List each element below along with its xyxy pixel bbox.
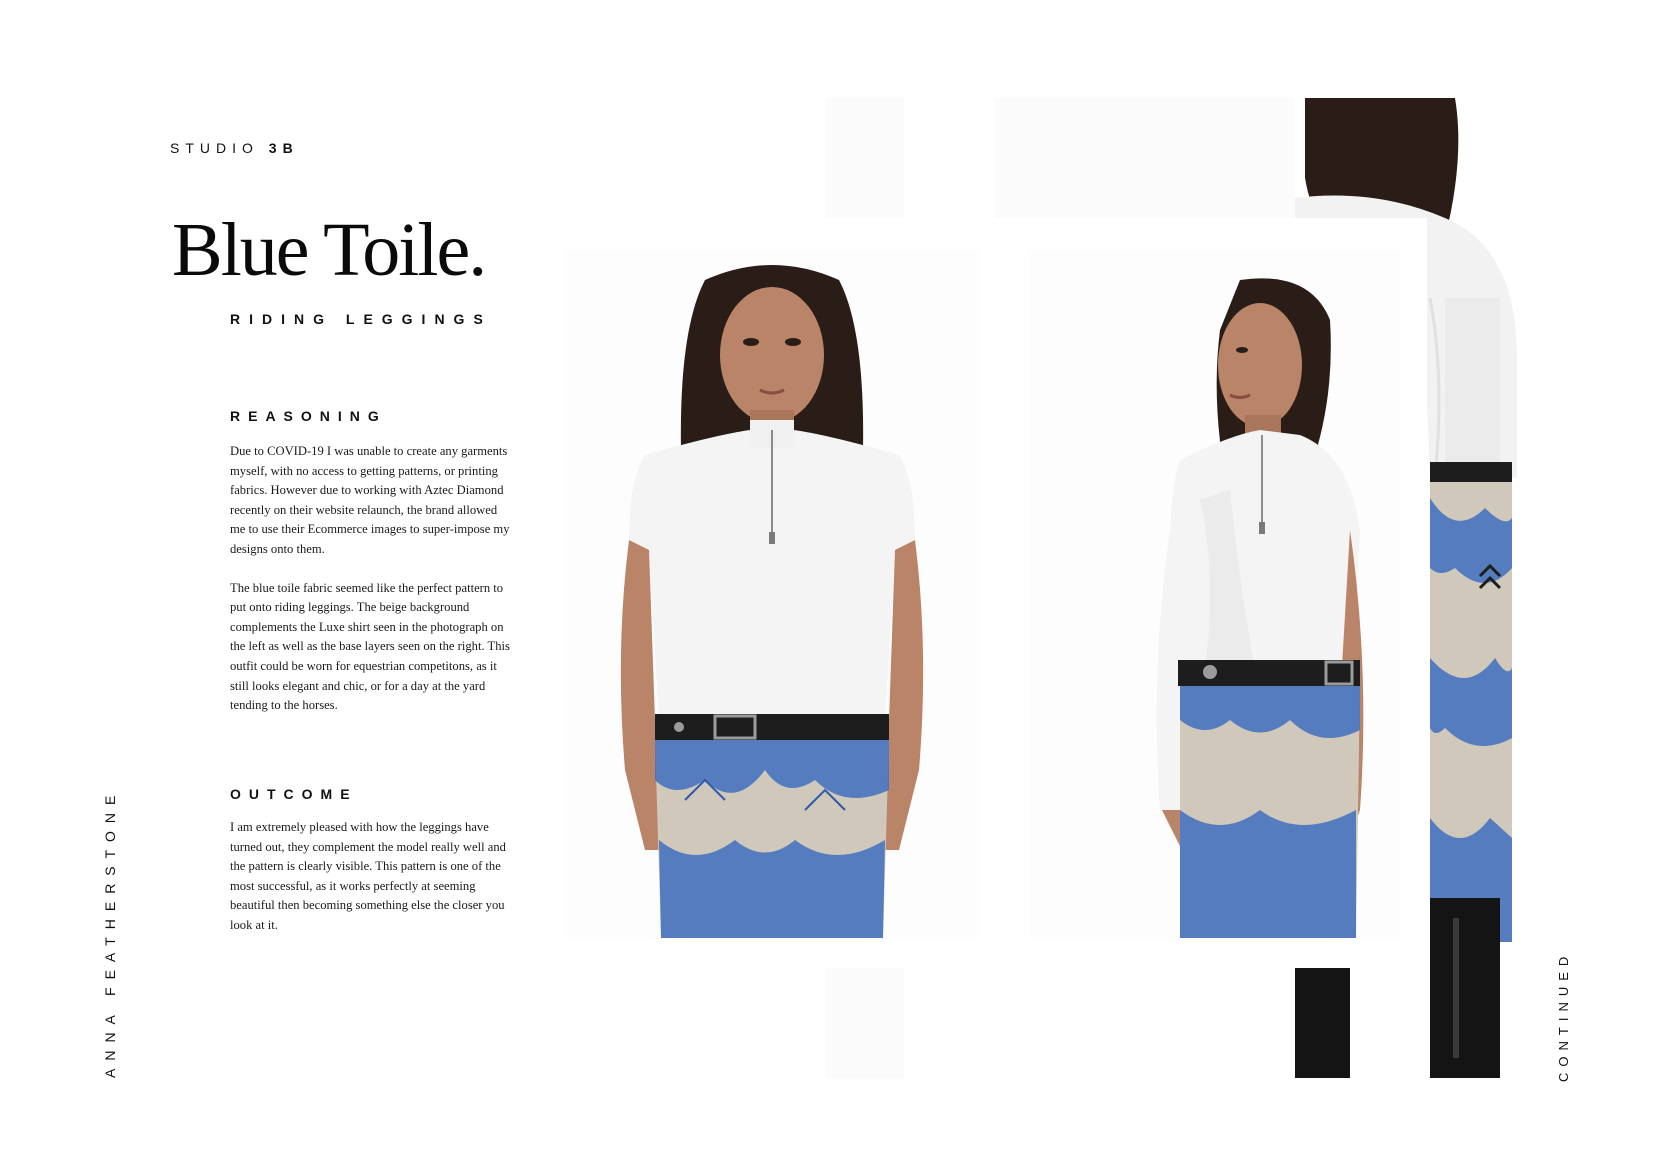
continued-label: CONTINUED — [1556, 950, 1571, 1082]
outcome-body — [230, 818, 510, 955]
background-panel-bottom-left — [826, 968, 904, 1078]
reasoning-paragraph-2: The blue toile fabric seemed like the perfect pattern to put onto riding leggings. The beige background complements the Luxe shirt seen in the photograph on the left as well as the base layers seen on the right. This outfit could be worn for equestrian competitons, as it still looks elegant and chic, or for a day at the yard tending to the horses. — [230, 580, 510, 713]
photo-model-side — [1030, 250, 1400, 938]
studio-prefix: STUDIO — [170, 140, 269, 156]
outcome-heading: OUTCOME — [230, 786, 358, 802]
page-title: Blue Toile. — [172, 208, 486, 292]
reasoning-body — [230, 442, 510, 735]
author-name: ANNA FEATHERSTONE — [102, 787, 118, 1078]
studio-label — [170, 140, 299, 156]
page-subtitle: RIDING LEGGINGS — [230, 311, 492, 327]
reasoning-paragraph-1: Due to COVID-19 I was unable to create any garments myself, with no access to getting patterns, or printing fabrics. However due to working with Aztec Diamond recently on their website relaunch, the brand allowed me to use their Ecommerce images to super-impose my designs onto them. — [230, 444, 510, 556]
reasoning-heading: REASONING — [230, 408, 387, 424]
background-panel-top — [995, 98, 1295, 218]
studio-number: 3B — [268, 140, 299, 156]
photo-model-front — [565, 250, 979, 938]
outcome-paragraph: I am extremely pleased with how the leggings have turned out, they complement the model really well and the pattern is clearly visible. This pattern is one of the most successful, as it works perfectly at seeming beautiful then becoming something else the closer you look at it. — [230, 820, 506, 932]
background-panel-top-left — [826, 98, 904, 218]
